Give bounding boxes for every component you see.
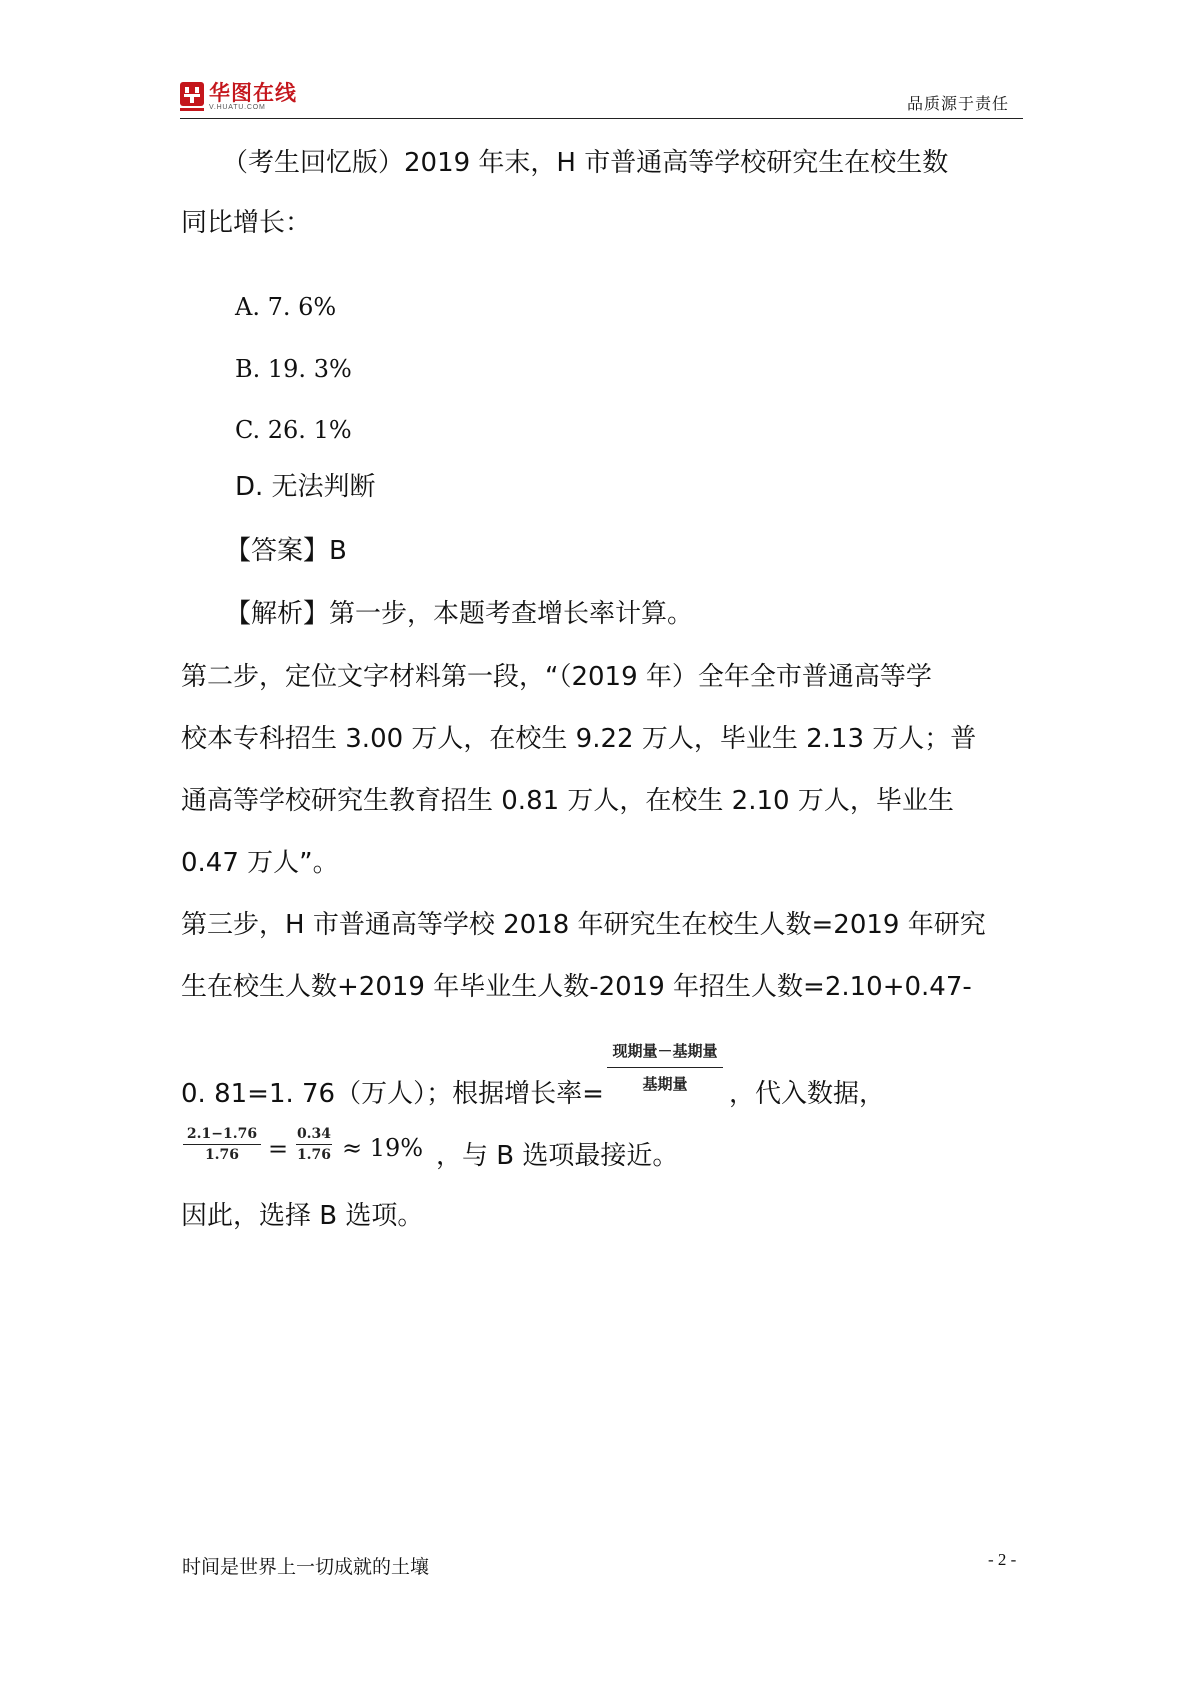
option-b: B. 19. 3% xyxy=(235,355,352,383)
option-d: D. 无法判断 xyxy=(235,472,376,502)
header-slogan: 品质源于责任 xyxy=(906,94,1009,113)
calc-fraction-1-numerator: 2.1−1.76 xyxy=(186,1126,258,1142)
analysis-step3-line4b: ，与 B 选项最接近。 xyxy=(436,1141,679,1171)
huatu-logo-icon xyxy=(180,82,204,112)
calc-equals: = xyxy=(268,1135,289,1163)
analysis-step2-line2: 校本专科招生 3.00 万人，在校生 9.22 万人，毕业生 2.13 万人；普 xyxy=(181,724,977,754)
calc-fraction-1 xyxy=(183,1126,261,1163)
option-c: C. 26. 1% xyxy=(235,416,352,444)
page-header xyxy=(180,78,1023,119)
logo xyxy=(180,82,297,114)
conclusion-line: 因此，选择 B 选项。 xyxy=(181,1201,424,1231)
calc-fraction-2-denominator: 1.76 xyxy=(296,1144,332,1163)
analysis-step3-line1: 第三步，H 市普通高等学校 2018 年研究生在校生人数=2019 年研究 xyxy=(181,910,986,940)
analysis-step2-line1: 第二步，定位文字材料第一段，“（2019 年）全年全市普通高等学 xyxy=(181,662,932,692)
analysis-step3-line3a: 0. 81=1. 76（万人）；根据增长率= xyxy=(181,1079,604,1109)
question-line-1: （考生回忆版）2019 年末，H 市普通高等学校研究生在校生数 xyxy=(222,148,949,178)
formula-numerator: 现期量－基期量 xyxy=(612,1042,718,1060)
analysis-step3-line3b: ，代入数据， xyxy=(729,1079,886,1109)
growth-rate-formula xyxy=(607,1040,723,1094)
analysis-step3-line2: 生在校生人数+2019 年毕业生人数-2019 年招生人数=2.10+0.47- xyxy=(181,972,972,1002)
calc-fraction-2-numerator: 0.34 xyxy=(296,1126,332,1142)
formula-denominator: 基期量 xyxy=(607,1067,723,1094)
logo-text: 华图在线 xyxy=(209,81,297,105)
analysis-step1: 【解析】第一步，本题考查增长率计算。 xyxy=(225,599,694,629)
logo-url: V.HUATU.COM xyxy=(209,104,266,111)
answer-line: 【答案】B xyxy=(225,536,347,566)
question-line-2: 同比增长： xyxy=(181,208,312,238)
calc-fraction-2 xyxy=(296,1126,332,1163)
page-number: - 2 - xyxy=(988,1550,1017,1569)
option-a: A. 7. 6% xyxy=(235,293,337,321)
calc-approx-result: ≈ 19% xyxy=(342,1134,424,1162)
analysis-step2-line4: 0.47 万人”。 xyxy=(181,848,339,878)
footer-motto: 时间是世界上一切成就的土壤 xyxy=(182,1556,430,1578)
analysis-step2-line3: 通高等学校研究生教育招生 0.81 万人，在校生 2.10 万人，毕业生 xyxy=(181,786,954,816)
calc-fraction-1-denominator: 1.76 xyxy=(183,1144,261,1163)
